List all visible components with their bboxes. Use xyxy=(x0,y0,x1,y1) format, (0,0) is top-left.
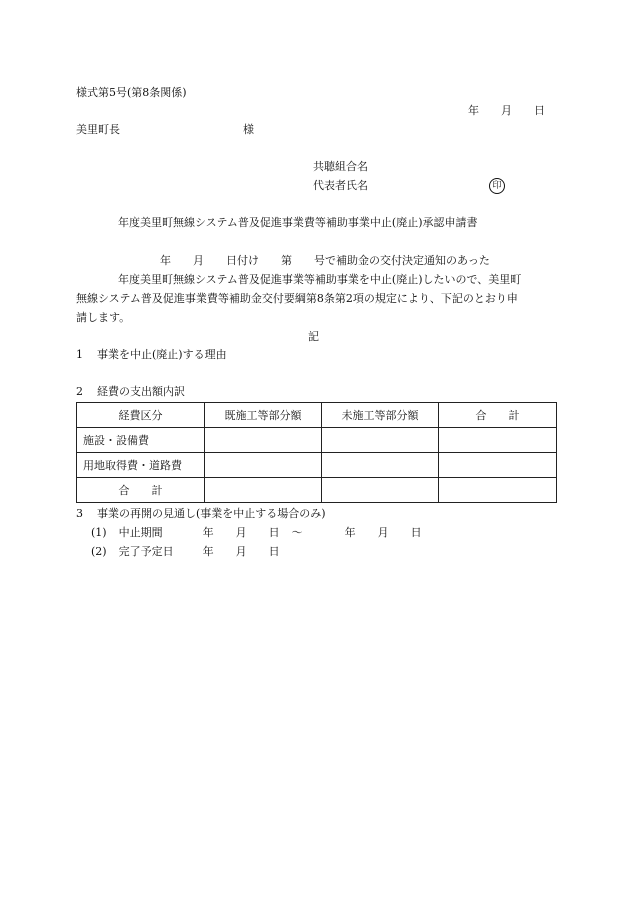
form-number: 様式第5号(第8条関係) xyxy=(76,86,187,99)
document-title: 年度美里町無線システム普及促進事業費等補助事業中止(廃止)承認申請書 xyxy=(118,216,478,229)
table-cell xyxy=(205,453,322,478)
section-3-item-2: (2) 完了予定日 年 月 日 xyxy=(91,545,280,558)
table-cell xyxy=(205,478,322,503)
table-header-cell: 合 計 xyxy=(439,403,557,428)
table-cell xyxy=(439,453,557,478)
table-cell: 合 計 xyxy=(77,478,205,503)
table-cell xyxy=(205,428,322,453)
section-3-item-1: (1) 中止期間 年 月 日 ～ 年 月 日 xyxy=(91,526,422,539)
table-cell xyxy=(322,478,439,503)
body-line-4: 請します。 xyxy=(76,311,131,324)
section-1-heading: 1 事業を中止(廃止)する理由 xyxy=(76,348,227,361)
table-cell xyxy=(322,453,439,478)
seal-mark: 印 xyxy=(489,178,505,194)
addressee-name: 美里町長 xyxy=(76,123,120,136)
date-month: 月 xyxy=(501,104,512,117)
table-cell: 施設・設備費 xyxy=(77,428,205,453)
table-header-cell: 未施工等部分額 xyxy=(322,403,439,428)
expense-table xyxy=(76,402,557,503)
table-header-cell: 既施工等部分額 xyxy=(205,403,322,428)
table-cell xyxy=(439,478,557,503)
applicant-org-label: 共聴組合名 xyxy=(313,160,368,173)
ki-heading: 記 xyxy=(308,330,319,343)
table-row xyxy=(77,428,557,453)
addressee-honorific: 様 xyxy=(243,123,254,136)
date-line xyxy=(468,104,545,118)
date-day: 日 xyxy=(534,104,545,117)
body-line-1: 年 月 日付け 第 号で補助金の交付決定通知のあった xyxy=(160,254,490,267)
table-cell: 用地取得費・道路費 xyxy=(77,453,205,478)
body-line-3: 無線システム普及促進事業費等補助金交付要綱第8条第2項の規定により、下記のとおり申 xyxy=(76,292,518,305)
section-2-heading: 2 経費の支出額内訳 xyxy=(76,385,185,398)
table-row xyxy=(77,453,557,478)
applicant-rep-label: 代表者氏名 xyxy=(313,179,368,192)
date-year: 年 xyxy=(468,104,479,117)
body-line-2: 年度美里町無線システム普及促進事業等補助事業を中止(廃止)したいので、美里町 xyxy=(118,273,522,286)
table-cell xyxy=(322,428,439,453)
table-header-row xyxy=(77,403,557,428)
section-3-heading: 3 事業の再開の見通し(事業を中止する場合のみ) xyxy=(76,507,326,520)
table-header-cell: 経費区分 xyxy=(77,403,205,428)
table-row xyxy=(77,478,557,503)
table-cell xyxy=(439,428,557,453)
